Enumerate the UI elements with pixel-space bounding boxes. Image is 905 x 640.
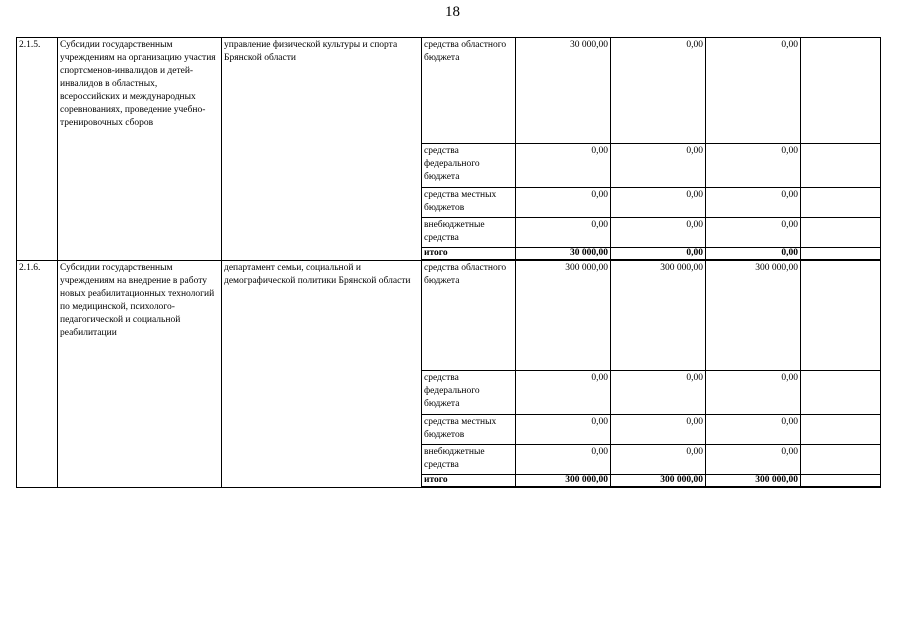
value-cell: 0,00	[706, 371, 801, 415]
empty-cell	[801, 188, 881, 218]
value-cell: 0,00	[611, 415, 706, 445]
value-cell: 0,00	[706, 415, 801, 445]
source-label: средства местных бюджетов	[422, 415, 516, 445]
table-row	[17, 38, 881, 144]
source-label: средства областного бюджета	[422, 38, 516, 144]
value-cell: 300 000,00	[516, 260, 611, 371]
value-cell: 300 000,00	[706, 260, 801, 371]
total-value: 0,00	[706, 248, 801, 261]
empty-cell	[801, 475, 881, 488]
total-label: итого	[422, 248, 516, 261]
value-cell: 0,00	[611, 38, 706, 144]
item-executor: департамент семьи, социальной и демографической политики Брянской области	[222, 260, 422, 487]
value-cell: 0,00	[611, 445, 706, 475]
empty-cell	[801, 415, 881, 445]
total-value: 0,00	[611, 248, 706, 261]
value-cell: 0,00	[516, 218, 611, 248]
item-code: 2.1.6.	[17, 260, 58, 487]
value-cell: 0,00	[516, 144, 611, 188]
empty-cell	[801, 260, 881, 371]
value-cell: 0,00	[611, 188, 706, 218]
value-cell: 0,00	[706, 445, 801, 475]
value-cell: 0,00	[706, 218, 801, 248]
value-cell: 0,00	[706, 188, 801, 218]
total-value: 300 000,00	[706, 475, 801, 488]
empty-cell	[801, 218, 881, 248]
value-cell: 0,00	[516, 188, 611, 218]
value-cell: 0,00	[516, 445, 611, 475]
item-name: Субсидии государственным учреждениям на внедрение в работу новых реабилитационных технологий по медицинской, психолого-педагогической и социальной реабилитации	[58, 260, 222, 487]
source-label: внебюджетные средства	[422, 218, 516, 248]
item-code: 2.1.5.	[17, 38, 58, 261]
total-label: итого	[422, 475, 516, 488]
value-cell: 0,00	[516, 371, 611, 415]
total-value: 300 000,00	[516, 475, 611, 488]
budget-table	[16, 37, 881, 488]
table-row	[17, 260, 881, 371]
value-cell: 300 000,00	[611, 260, 706, 371]
value-cell: 0,00	[611, 144, 706, 188]
value-cell: 0,00	[706, 38, 801, 144]
value-cell: 0,00	[516, 415, 611, 445]
value-cell: 0,00	[706, 144, 801, 188]
source-label: средства местных бюджетов	[422, 188, 516, 218]
page-number: 18	[445, 4, 460, 20]
source-label: средства федерального бюджета	[422, 371, 516, 415]
total-value: 30 000,00	[516, 248, 611, 261]
value-cell: 30 000,00	[516, 38, 611, 144]
empty-cell	[801, 248, 881, 261]
source-label: средства федерального бюджета	[422, 144, 516, 188]
item-name: Субсидии государственным учреждениям на организацию участия спортсменов-инвалидов и детей-инвалидов в областных, всероссийских и международных соревнованиях, проведение учебно-тренировочных сборов	[58, 38, 222, 261]
source-label: средства областного бюджета	[422, 260, 516, 371]
empty-cell	[801, 144, 881, 188]
empty-cell	[801, 38, 881, 144]
value-cell: 0,00	[611, 371, 706, 415]
value-cell: 0,00	[611, 218, 706, 248]
item-executor: управление физической культуры и спорта Брянской области	[222, 38, 422, 261]
total-value: 300 000,00	[611, 475, 706, 488]
source-label: внебюджетные средства	[422, 445, 516, 475]
empty-cell	[801, 371, 881, 415]
empty-cell	[801, 445, 881, 475]
